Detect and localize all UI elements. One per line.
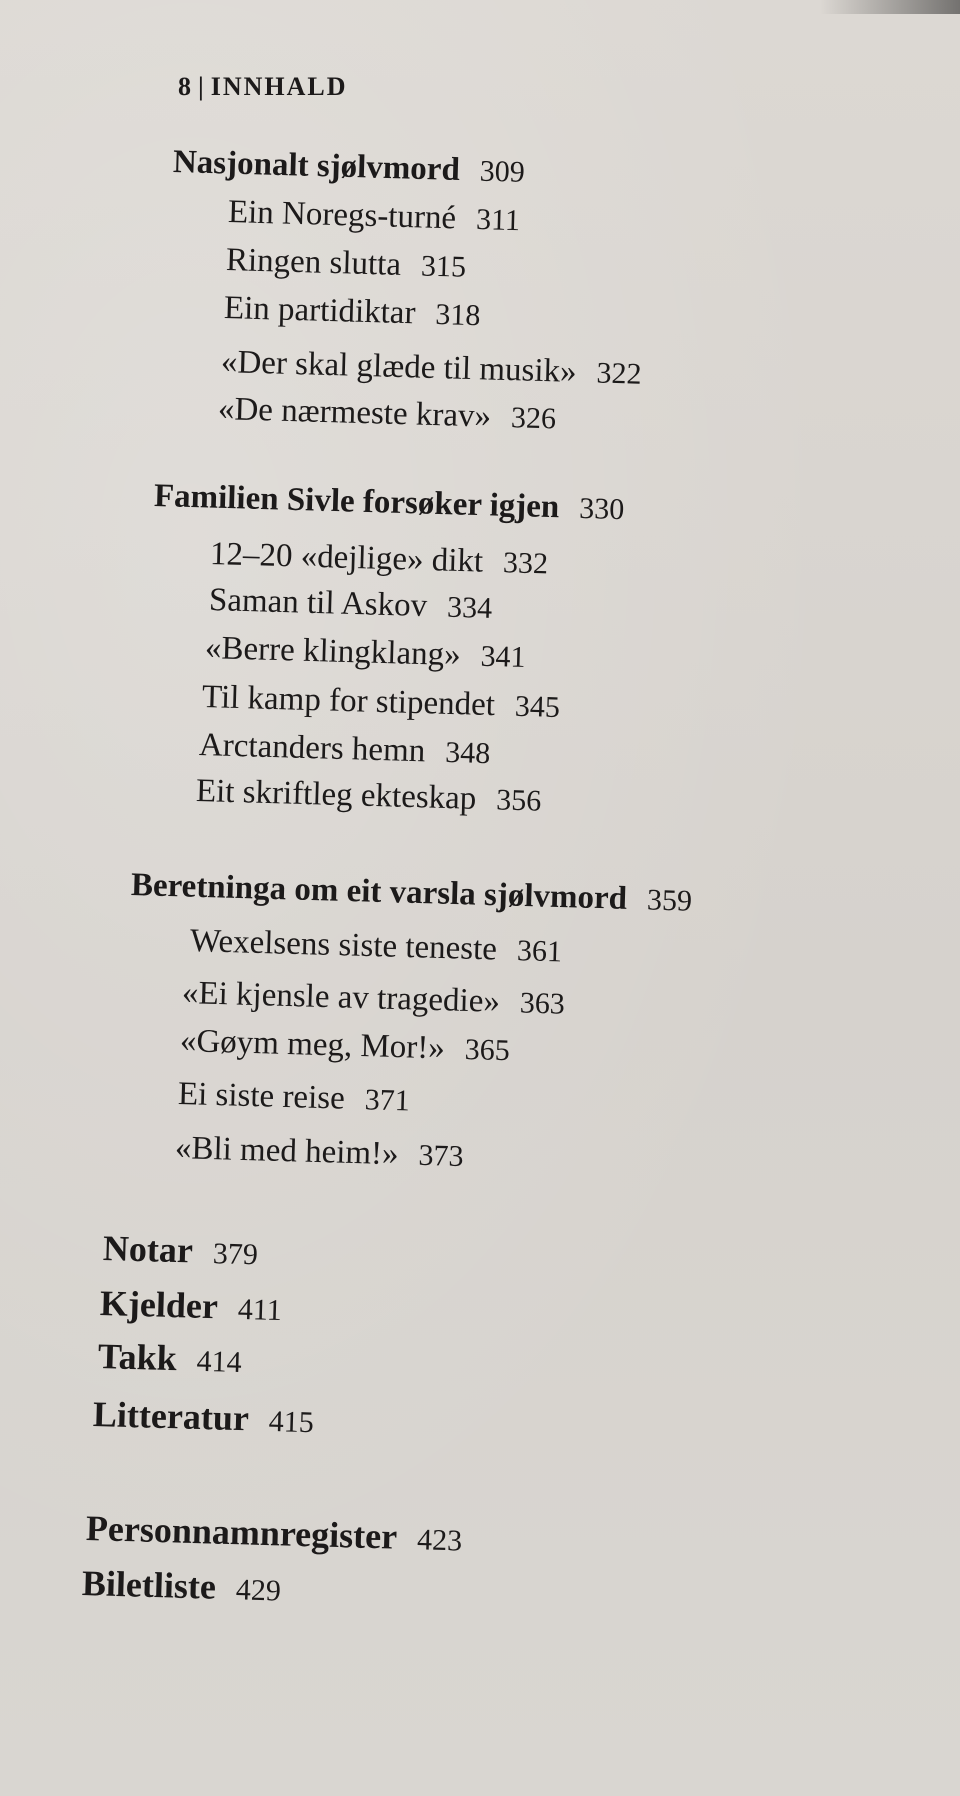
toc-index-biletliste[interactable] xyxy=(81,1565,281,1608)
running-head xyxy=(178,72,348,102)
toc-item-arctanders-hemn[interactable] xyxy=(199,729,491,770)
toc-item-der-skal-glaede-til-musik[interactable] xyxy=(221,346,642,391)
toc-chapter-beretninga[interactable] xyxy=(131,869,693,918)
toc-backmatter-notar[interactable] xyxy=(102,1230,258,1271)
page-corner-shadow xyxy=(820,0,960,14)
toc-item-bli-med-heim[interactable] xyxy=(175,1132,464,1173)
toc-page-number: 332 xyxy=(502,546,549,581)
toc-entry-title: «Ei kjensle av tragedie» xyxy=(181,975,501,1020)
toc-page-number: 363 xyxy=(519,986,566,1021)
toc-entry-title: Nasjonalt sjølvmord xyxy=(172,144,461,189)
toc-entry-title: «Bli med heim!» xyxy=(174,1130,400,1173)
toc-item-til-kamp-for-stipendet[interactable] xyxy=(202,681,561,724)
toc-entry-title: Kjelder xyxy=(99,1283,219,1327)
toc-page-number: 365 xyxy=(464,1032,511,1068)
toc-item-ringen-slutta[interactable] xyxy=(226,244,467,284)
toc-page-number: 373 xyxy=(418,1138,464,1174)
toc-item-de-naermeste-krav[interactable] xyxy=(218,393,557,435)
toc-entry-title: Litteratur xyxy=(92,1394,250,1439)
toc-entry-title: Saman til Askov xyxy=(208,582,428,625)
page-number: 8 xyxy=(178,72,192,101)
toc-page-number: 311 xyxy=(475,202,521,238)
section-title: INNHALD xyxy=(210,72,348,101)
toc-entry-title: Personnamnregister xyxy=(85,1508,398,1557)
toc-entry-title: Wexelsens siste teneste xyxy=(189,923,498,968)
toc-page-number: 341 xyxy=(480,639,527,674)
header-separator: | xyxy=(198,72,205,101)
toc-entry-title: Ein partidiktar xyxy=(223,290,416,332)
toc-entry-title: «Berre klingklang» xyxy=(204,630,462,674)
toc-entry-title: «Der skal glæde til musik» xyxy=(220,344,578,390)
toc-item-ei-kjensle-av-tragedie[interactable] xyxy=(182,977,566,1021)
toc-page-number: 429 xyxy=(235,1573,282,1608)
toc-entry-title: Ein Noregs-turné xyxy=(227,194,457,237)
toc-entry-title: Eit skriftleg ekteskap xyxy=(195,773,477,817)
toc-entry-title: Familien Sivle forsøker igjen xyxy=(153,478,560,526)
toc-entry-title: Ringen slutta xyxy=(225,242,402,283)
toc-backmatter-kjelder[interactable] xyxy=(99,1285,282,1327)
toc-page-number: 411 xyxy=(237,1292,283,1328)
toc-page-number: 318 xyxy=(434,297,481,333)
toc-page-number: 330 xyxy=(578,491,625,527)
toc-page-number: 309 xyxy=(479,154,526,189)
toc-entry-title: Til kamp for stipendet xyxy=(201,679,496,724)
toc-item-ei-siste-reise[interactable] xyxy=(178,1078,411,1117)
toc-page-number: 415 xyxy=(268,1404,315,1440)
toc-entry-title: «Gøym meg, Mor!» xyxy=(179,1023,446,1067)
toc-item-ein-partidiktar[interactable] xyxy=(224,292,481,332)
toc-page-number: 334 xyxy=(446,590,493,625)
toc-backmatter-litteratur[interactable] xyxy=(92,1396,314,1439)
toc-entry-title: 12–20 «dejlige» dikt xyxy=(209,536,484,580)
toc-page-number: 348 xyxy=(444,735,491,771)
toc-item-12-20-dejlige-dikt[interactable] xyxy=(210,538,549,580)
toc-page-number: 361 xyxy=(516,934,563,969)
toc-entry-title: Beretninga om eit varsla sjølvmord xyxy=(130,867,628,917)
toc-page-number: 379 xyxy=(212,1237,259,1272)
toc-entry-title: Ei siste reise xyxy=(177,1076,346,1117)
toc-item-ein-noregs-turne[interactable] xyxy=(228,196,521,237)
toc-page-number: 356 xyxy=(495,783,542,818)
toc-item-wexelsens-siste-teneste[interactable] xyxy=(190,925,563,968)
toc-backmatter-takk[interactable] xyxy=(97,1338,242,1379)
toc-page-number: 371 xyxy=(364,1083,411,1118)
toc-page-number: 326 xyxy=(510,401,557,436)
toc-item-goym-meg-mor[interactable] xyxy=(180,1025,511,1067)
toc-chapter-familien-sivle[interactable] xyxy=(154,480,625,526)
toc-item-saman-til-askov[interactable] xyxy=(209,584,493,625)
toc-page-number: 359 xyxy=(646,883,693,918)
toc-chapter-nasjonalt-sjolvmord[interactable] xyxy=(173,146,526,189)
toc-entry-title: «De nærmeste krav» xyxy=(217,391,492,435)
toc-item-berre-klingklang[interactable] xyxy=(205,632,526,674)
toc-entry-title: Arctanders hemn xyxy=(198,727,426,770)
toc-page-number: 345 xyxy=(514,689,561,724)
toc-item-eit-skriftleg-ekteskap[interactable] xyxy=(196,775,542,818)
toc-page-number: 423 xyxy=(416,1523,463,1558)
toc-page-number: 315 xyxy=(420,249,467,284)
toc-entry-title: Takk xyxy=(97,1336,178,1379)
toc-entry-title: Notar xyxy=(102,1228,194,1271)
toc-index-personnamnregister[interactable] xyxy=(85,1510,462,1557)
toc-page-number: 414 xyxy=(196,1344,243,1380)
toc-page-number: 322 xyxy=(596,356,642,391)
toc-entry-title: Biletliste xyxy=(81,1563,217,1607)
